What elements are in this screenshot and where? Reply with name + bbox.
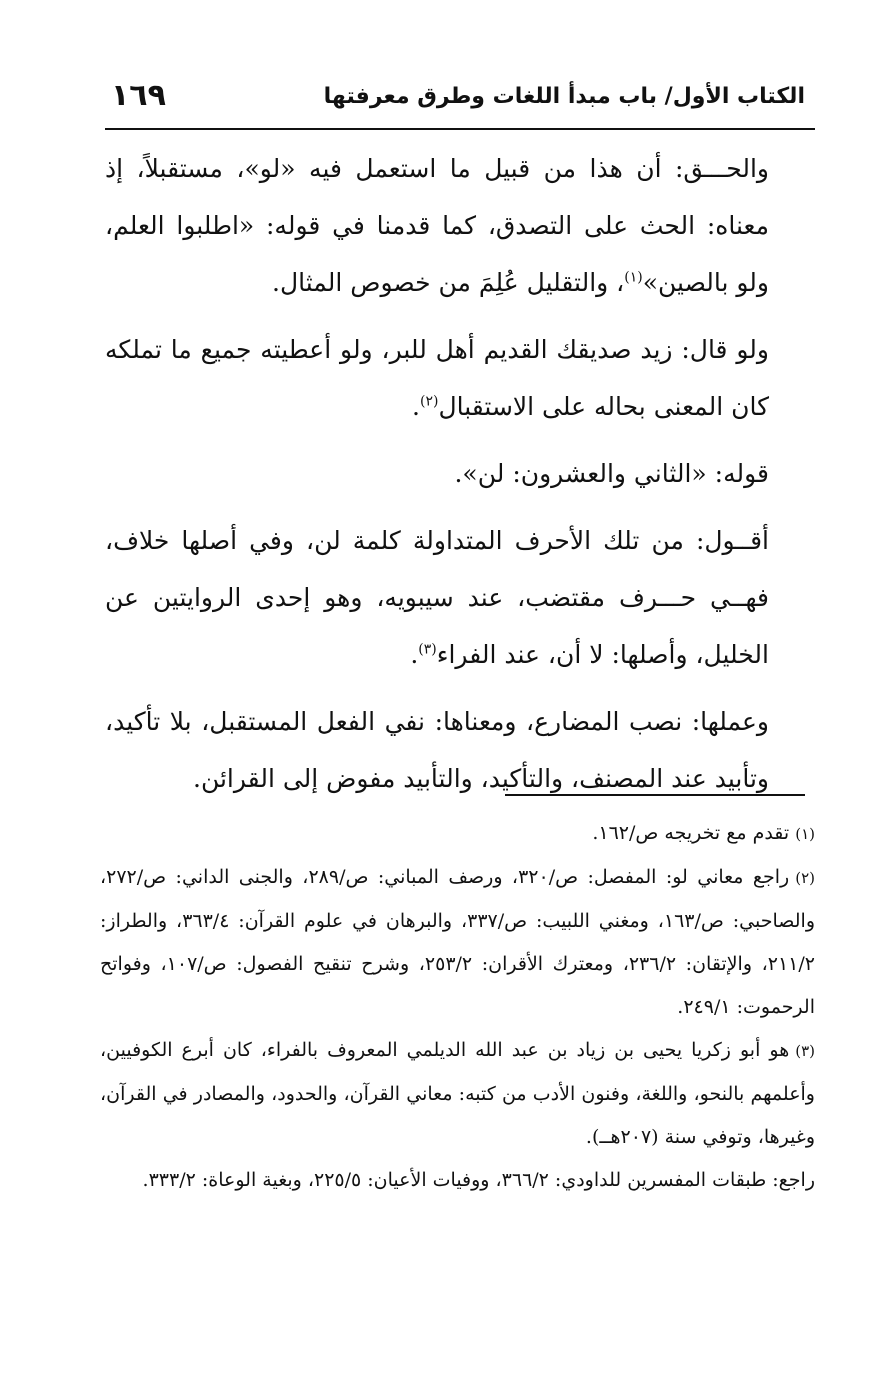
paragraph-2-text: ولو قال: زيد صديقك القديم أهل للبر، ولو أعطيته جميع ما تملكه كان المعنى بحاله على الاستقبال [105,335,769,421]
footnote-3-text: هو أبو زكريا يحيى بن زياد بن عبد الله الديلمي المعروف بالفراء، كان أبرع الكوفيين، وأعلمهم بالنحو، واللغة، وفنون الأدب من كتبه: معاني القرآن، والحدود، والمصادر في القرآن، وغيرها، وتوفي سنة (٢٠٧هــ). [100,1039,815,1148]
footnote-ref-2: (٢) [419,393,439,410]
paragraph-2-tail: . [412,392,420,421]
paragraph-3: قوله: «الثاني والعشرون: لن». [454,459,769,488]
running-title: الكتاب الأول/ باب مبدأ اللغات وطرق معرفتها [323,84,805,109]
footnotes [100,812,815,1202]
footnote-ref-1: (١) [624,269,643,286]
footnote-1-text: تقدم مع تخريجه ص/١٦٢. [592,822,790,844]
footnote-3 [100,1029,815,1159]
main-text [105,140,815,817]
footnote-2 [100,856,815,1029]
paragraph-4-tail: . [410,640,419,669]
paragraph-4 [105,512,815,683]
footnote-2-text: راجع معاني لو: المفصل: ص/٣٢٠، ورصف المباني: ص/٢٨٩، والجنى الداني: ص/٢٧٢، والصاحبي: ص/١٦٣، ومغني اللبيب: ص/٣٣٧، والبرهان في علوم القرآن: ٣٦٣/٤، والطراز: ٢١١/٢، والإتقان: ٢٣٦/٢، ومعترك الأقران: ٢٥٣/٢، وشرح تنقيح الفصول: ص/١٠٧، وفواتح الرحموت: ٢٤٩/١. [100,866,815,1018]
paragraph-5: وعملها: نصب المضارع، ومعناها: نفي الفعل المستقبل، بلا تأكيد، وتأبيد عند المصنف، والتأكيد، والتأبيد مفوض إلى القرائن. [105,707,769,793]
footnote-divider [505,794,805,796]
paragraph-2 [105,321,815,435]
page-header [105,78,815,130]
footnote-ref-3: (٣) [418,641,437,658]
paragraph-1-text: والحـــق: أن هذا من قبيل ما استعمل فيه «لو»، مستقبلاً، إذ معناه: الحث على التصدق، كما قدمنا في قوله: «اطلبوا العلم، ولو بالصين» [105,154,769,297]
paragraph-1-tail: ، والتقليل عُلِمَ من خصوص المثال. [272,268,625,297]
footnote-1-mark: (١) [795,825,815,843]
paragraph-4-text: أقــول: من تلك الأحرف المتداولة كلمة لن، وفي أصلها خلاف، فهــي حـــرف مقتضب، عند سيبويه، وهو إحدى الروايتين عن الخليل، وأصلها: لا أن، عند الفراء [105,526,769,669]
footnote-3-mark: (٣) [795,1042,815,1060]
footnote-3-references: راجع: طبقات المفسرين للداودي: ٣٦٦/٢، ووفيات الأعيان: ٢٢٥/٥، وبغية الوعاة: ٣٣٣/٢. [142,1169,815,1191]
page-number: ١٦٩ [111,78,166,113]
footnote-1 [100,812,815,856]
footnote-2-mark: (٢) [795,869,815,887]
paragraph-1 [105,140,815,311]
